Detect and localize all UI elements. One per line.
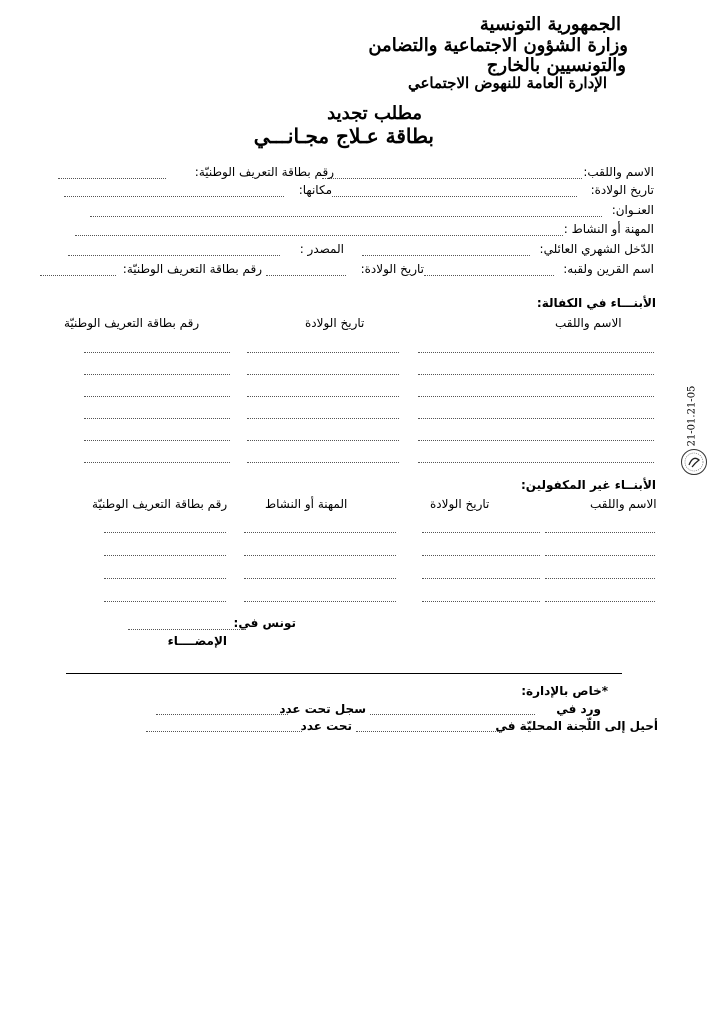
non-dependents-row1-name[interactable] (545, 532, 655, 533)
non-dependents-row4-id[interactable] (104, 601, 226, 602)
non-dependents-row3-id[interactable] (104, 578, 226, 579)
form-title-line1: مطلب تجديد (327, 103, 422, 124)
dependents-col-birth: تاريخ الولادة (305, 316, 365, 330)
non-dependents-row4-profession[interactable] (244, 601, 396, 602)
non-dependents-row4-name[interactable] (545, 601, 655, 602)
dependents-row1-id[interactable] (84, 352, 230, 353)
non-dependents-heading: الأبنــاء غير المكفولين: (520, 478, 656, 492)
admin-number-label: تحت عدد (300, 719, 352, 733)
non-dependents-row2-profession[interactable] (244, 555, 396, 556)
admin-number-input[interactable] (146, 731, 302, 732)
field-profession-input[interactable] (75, 235, 563, 236)
side-code: 21-01.21-05 (686, 385, 698, 447)
dependents-row3-birth[interactable] (247, 396, 399, 397)
non-dependents-row3-name[interactable] (545, 578, 655, 579)
dependents-row2-name[interactable] (418, 374, 654, 375)
admin-referred-label: أحيل إلى اللّجنة المحليّة في (495, 719, 658, 733)
admin-registered-label: سجل تحت عدد (279, 702, 366, 716)
field-profession-label: المهنة أو النشاط : (563, 222, 654, 236)
signature-label: الإمضــــاء (167, 634, 227, 648)
dependents-row6-birth[interactable] (247, 462, 399, 463)
non-dependents-row2-name[interactable] (545, 555, 655, 556)
field-spouse-birth-label: تاريخ الولادة: (360, 262, 424, 276)
ministry-header-line4: الإدارة العامة للنهوض الاجتماعي (407, 74, 607, 92)
dependents-heading: الأبنـــاء في الكفالة: (536, 296, 656, 310)
non-dependents-row1-birth[interactable] (422, 532, 540, 533)
field-spouse-name-label: اسم القرين ولقبه: (563, 262, 654, 276)
field-income-label: الدّخل الشهري العائلي: (539, 242, 654, 256)
field-birth-place-input[interactable] (64, 196, 284, 197)
dependents-row1-name[interactable] (418, 352, 654, 353)
field-name-label: الاسم واللقب: (583, 165, 654, 179)
dependents-col-id: رقم بطاقة التعريف الوطنيّة (64, 316, 200, 330)
non-dependents-col-profession: المهنة أو النشاط (265, 497, 348, 511)
non-dependents-row1-id[interactable] (104, 532, 226, 533)
non-dependents-col-birth: تاريخ الولادة (430, 497, 490, 511)
field-source-input[interactable] (68, 255, 280, 256)
dependents-row5-id[interactable] (84, 440, 230, 441)
dependents-row2-birth[interactable] (247, 374, 399, 375)
non-dependents-row2-id[interactable] (104, 555, 226, 556)
field-spouse-name-input[interactable] (424, 275, 554, 276)
non-dependents-row2-birth[interactable] (422, 555, 540, 556)
admin-heading: *خاص بالإدارة: (521, 684, 608, 698)
field-income-input[interactable] (362, 255, 530, 256)
field-name-input[interactable] (322, 178, 582, 179)
admin-received-label: ورد في (556, 702, 601, 716)
non-dependents-row1-profession[interactable] (244, 532, 396, 533)
non-dependents-col-id: رقم بطاقة التعريف الوطنيّة (92, 497, 228, 511)
ministry-header-line2: وزارة الشؤون الاجتماعية والتضامن (368, 35, 628, 56)
dependents-row1-birth[interactable] (247, 352, 399, 353)
signature-place-label: تونس في: (233, 616, 296, 630)
dependents-row6-id[interactable] (84, 462, 230, 463)
admin-referred-input[interactable] (356, 731, 502, 732)
dependents-row3-id[interactable] (84, 396, 230, 397)
field-birth-date-input[interactable] (332, 196, 577, 197)
ministry-header-line1: الجمهورية التونسية (479, 14, 621, 35)
field-id-number-input[interactable] (58, 178, 166, 179)
field-source-label: المصدر : (299, 242, 344, 256)
dependents-row5-birth[interactable] (247, 440, 399, 441)
dependents-col-name: الاسم واللقب (555, 316, 622, 330)
non-dependents-row3-birth[interactable] (422, 578, 540, 579)
field-address-input[interactable] (90, 216, 602, 217)
field-birth-date-label: تاريخ الولادة: (590, 183, 654, 197)
admin-registered-input[interactable] (156, 714, 288, 715)
ministry-seal-icon (680, 448, 708, 476)
admin-divider (66, 673, 622, 674)
field-spouse-id-label: رقم بطاقة التعريف الوطنيّة: (122, 262, 262, 276)
non-dependents-col-name: الاسم واللقب (590, 497, 657, 511)
dependents-row4-id[interactable] (84, 418, 230, 419)
field-address-label: العنـوان: (611, 203, 654, 217)
form-title-line2: بطاقة عـلاج مجـانـــي (253, 124, 434, 148)
dependents-row3-name[interactable] (418, 396, 654, 397)
signature-date-input[interactable] (128, 629, 246, 630)
non-dependents-row4-birth[interactable] (422, 601, 540, 602)
field-spouse-id-input[interactable] (40, 275, 116, 276)
field-spouse-birth-input[interactable] (266, 275, 346, 276)
dependents-row4-name[interactable] (418, 418, 654, 419)
dependents-row2-id[interactable] (84, 374, 230, 375)
non-dependents-row3-profession[interactable] (244, 578, 396, 579)
ministry-header-line3: والتونسيين بالخارج (486, 55, 626, 76)
dependents-row6-name[interactable] (418, 462, 654, 463)
dependents-row4-birth[interactable] (247, 418, 399, 419)
dependents-row5-name[interactable] (418, 440, 654, 441)
field-id-number-label: رقم بطاقة التعريف الوطنيّة: (194, 165, 334, 179)
admin-received-input[interactable] (370, 714, 535, 715)
field-birth-place-label: مكانها: (298, 183, 332, 197)
